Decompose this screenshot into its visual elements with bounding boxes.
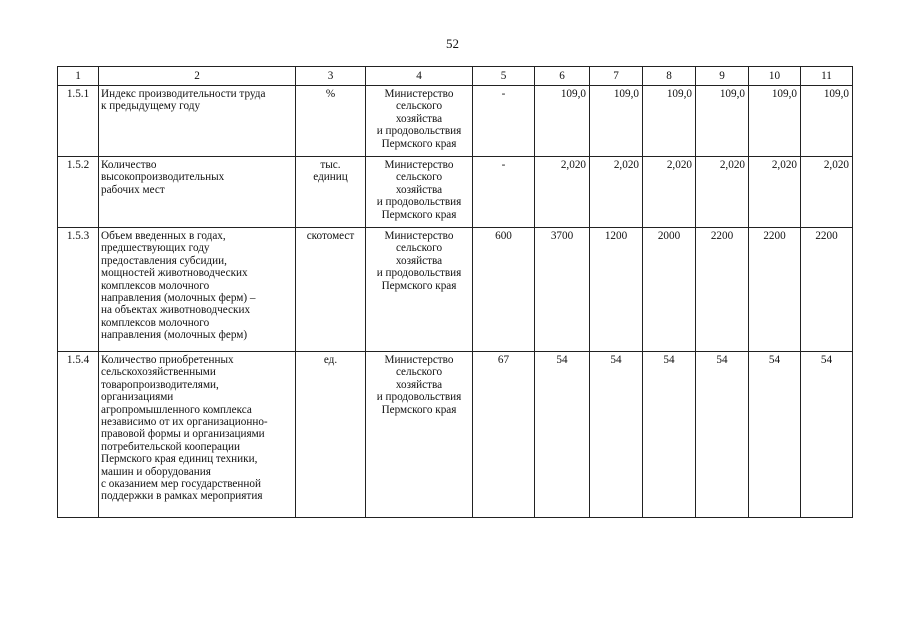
header-cell: 10 (749, 67, 801, 86)
row-indicator-name: Количество высокопроизводительных рабочих мест (99, 157, 296, 228)
header-cell: 8 (643, 67, 696, 86)
row-unit: ед. (296, 352, 366, 518)
row-value: 54 (535, 352, 590, 518)
row-value: 3700 (535, 228, 590, 352)
row-value: 54 (801, 352, 853, 518)
header-row (58, 67, 853, 86)
row-code: 1.5.3 (58, 228, 99, 352)
row-value: - (473, 86, 535, 157)
row-value: 2200 (696, 228, 749, 352)
row-responsible: Министерство сельского хозяйства и продовольствия Пермского края (366, 157, 473, 228)
row-value: 109,0 (749, 86, 801, 157)
row-unit: скотомест (296, 228, 366, 352)
row-value: 2200 (801, 228, 853, 352)
row-value: 2,020 (749, 157, 801, 228)
header-cell: 11 (801, 67, 853, 86)
row-value: 109,0 (535, 86, 590, 157)
table-row (58, 86, 853, 157)
header-cell: 7 (590, 67, 643, 86)
row-value: 2,020 (801, 157, 853, 228)
table-row (58, 352, 853, 518)
row-unit: тыс. единиц (296, 157, 366, 228)
row-value: 109,0 (801, 86, 853, 157)
row-indicator-name: Индекс производительности труда к предыдущему году (99, 86, 296, 157)
row-indicator-name: Количество приобретенных сельскохозяйственными товаропроизводителями, организациями агропромышленного комплекса независимо от их организационно- правовой формы и организациями потребительской кооперации Пермского края единиц техники, машин и оборудования с оказанием мер государственной поддержки в рамках мероприятия (99, 352, 296, 518)
row-value: 2,020 (535, 157, 590, 228)
row-value: 109,0 (643, 86, 696, 157)
row-value: 109,0 (590, 86, 643, 157)
table-row (58, 157, 853, 228)
header-cell: 5 (473, 67, 535, 86)
header-cell: 2 (99, 67, 296, 86)
row-value: 54 (590, 352, 643, 518)
row-value: 54 (749, 352, 801, 518)
table-row (58, 228, 853, 352)
row-unit: % (296, 86, 366, 157)
row-value: 109,0 (696, 86, 749, 157)
row-code: 1.5.1 (58, 86, 99, 157)
row-value: 600 (473, 228, 535, 352)
row-value: 2200 (749, 228, 801, 352)
page-number: 52 (446, 36, 459, 51)
row-code: 1.5.4 (58, 352, 99, 518)
header-cell: 9 (696, 67, 749, 86)
row-responsible: Министерство сельского хозяйства и продовольствия Пермского края (366, 352, 473, 518)
header-cell: 3 (296, 67, 366, 86)
row-indicator-name: Объем введенных в годах, предшествующих году предоставления субсидии, мощностей животноводческих комплексов молочного направления (молочных ферм) – на объектах животноводческих комплексов молочного направления (молочных ферм) (99, 228, 296, 352)
header-cell: 6 (535, 67, 590, 86)
row-value: 2,020 (643, 157, 696, 228)
row-value: 2,020 (696, 157, 749, 228)
row-value: 2000 (643, 228, 696, 352)
row-value: 1200 (590, 228, 643, 352)
row-responsible: Министерство сельского хозяйства и продовольствия Пермского края (366, 86, 473, 157)
row-value: 67 (473, 352, 535, 518)
row-responsible: Министерство сельского хозяйства и продовольствия Пермского края (366, 228, 473, 352)
row-value: - (473, 157, 535, 228)
row-code: 1.5.2 (58, 157, 99, 228)
row-value: 54 (696, 352, 749, 518)
row-value: 54 (643, 352, 696, 518)
row-value: 2,020 (590, 157, 643, 228)
header-cell: 4 (366, 67, 473, 86)
header-cell: 1 (58, 67, 99, 86)
indicators-table (57, 66, 853, 518)
